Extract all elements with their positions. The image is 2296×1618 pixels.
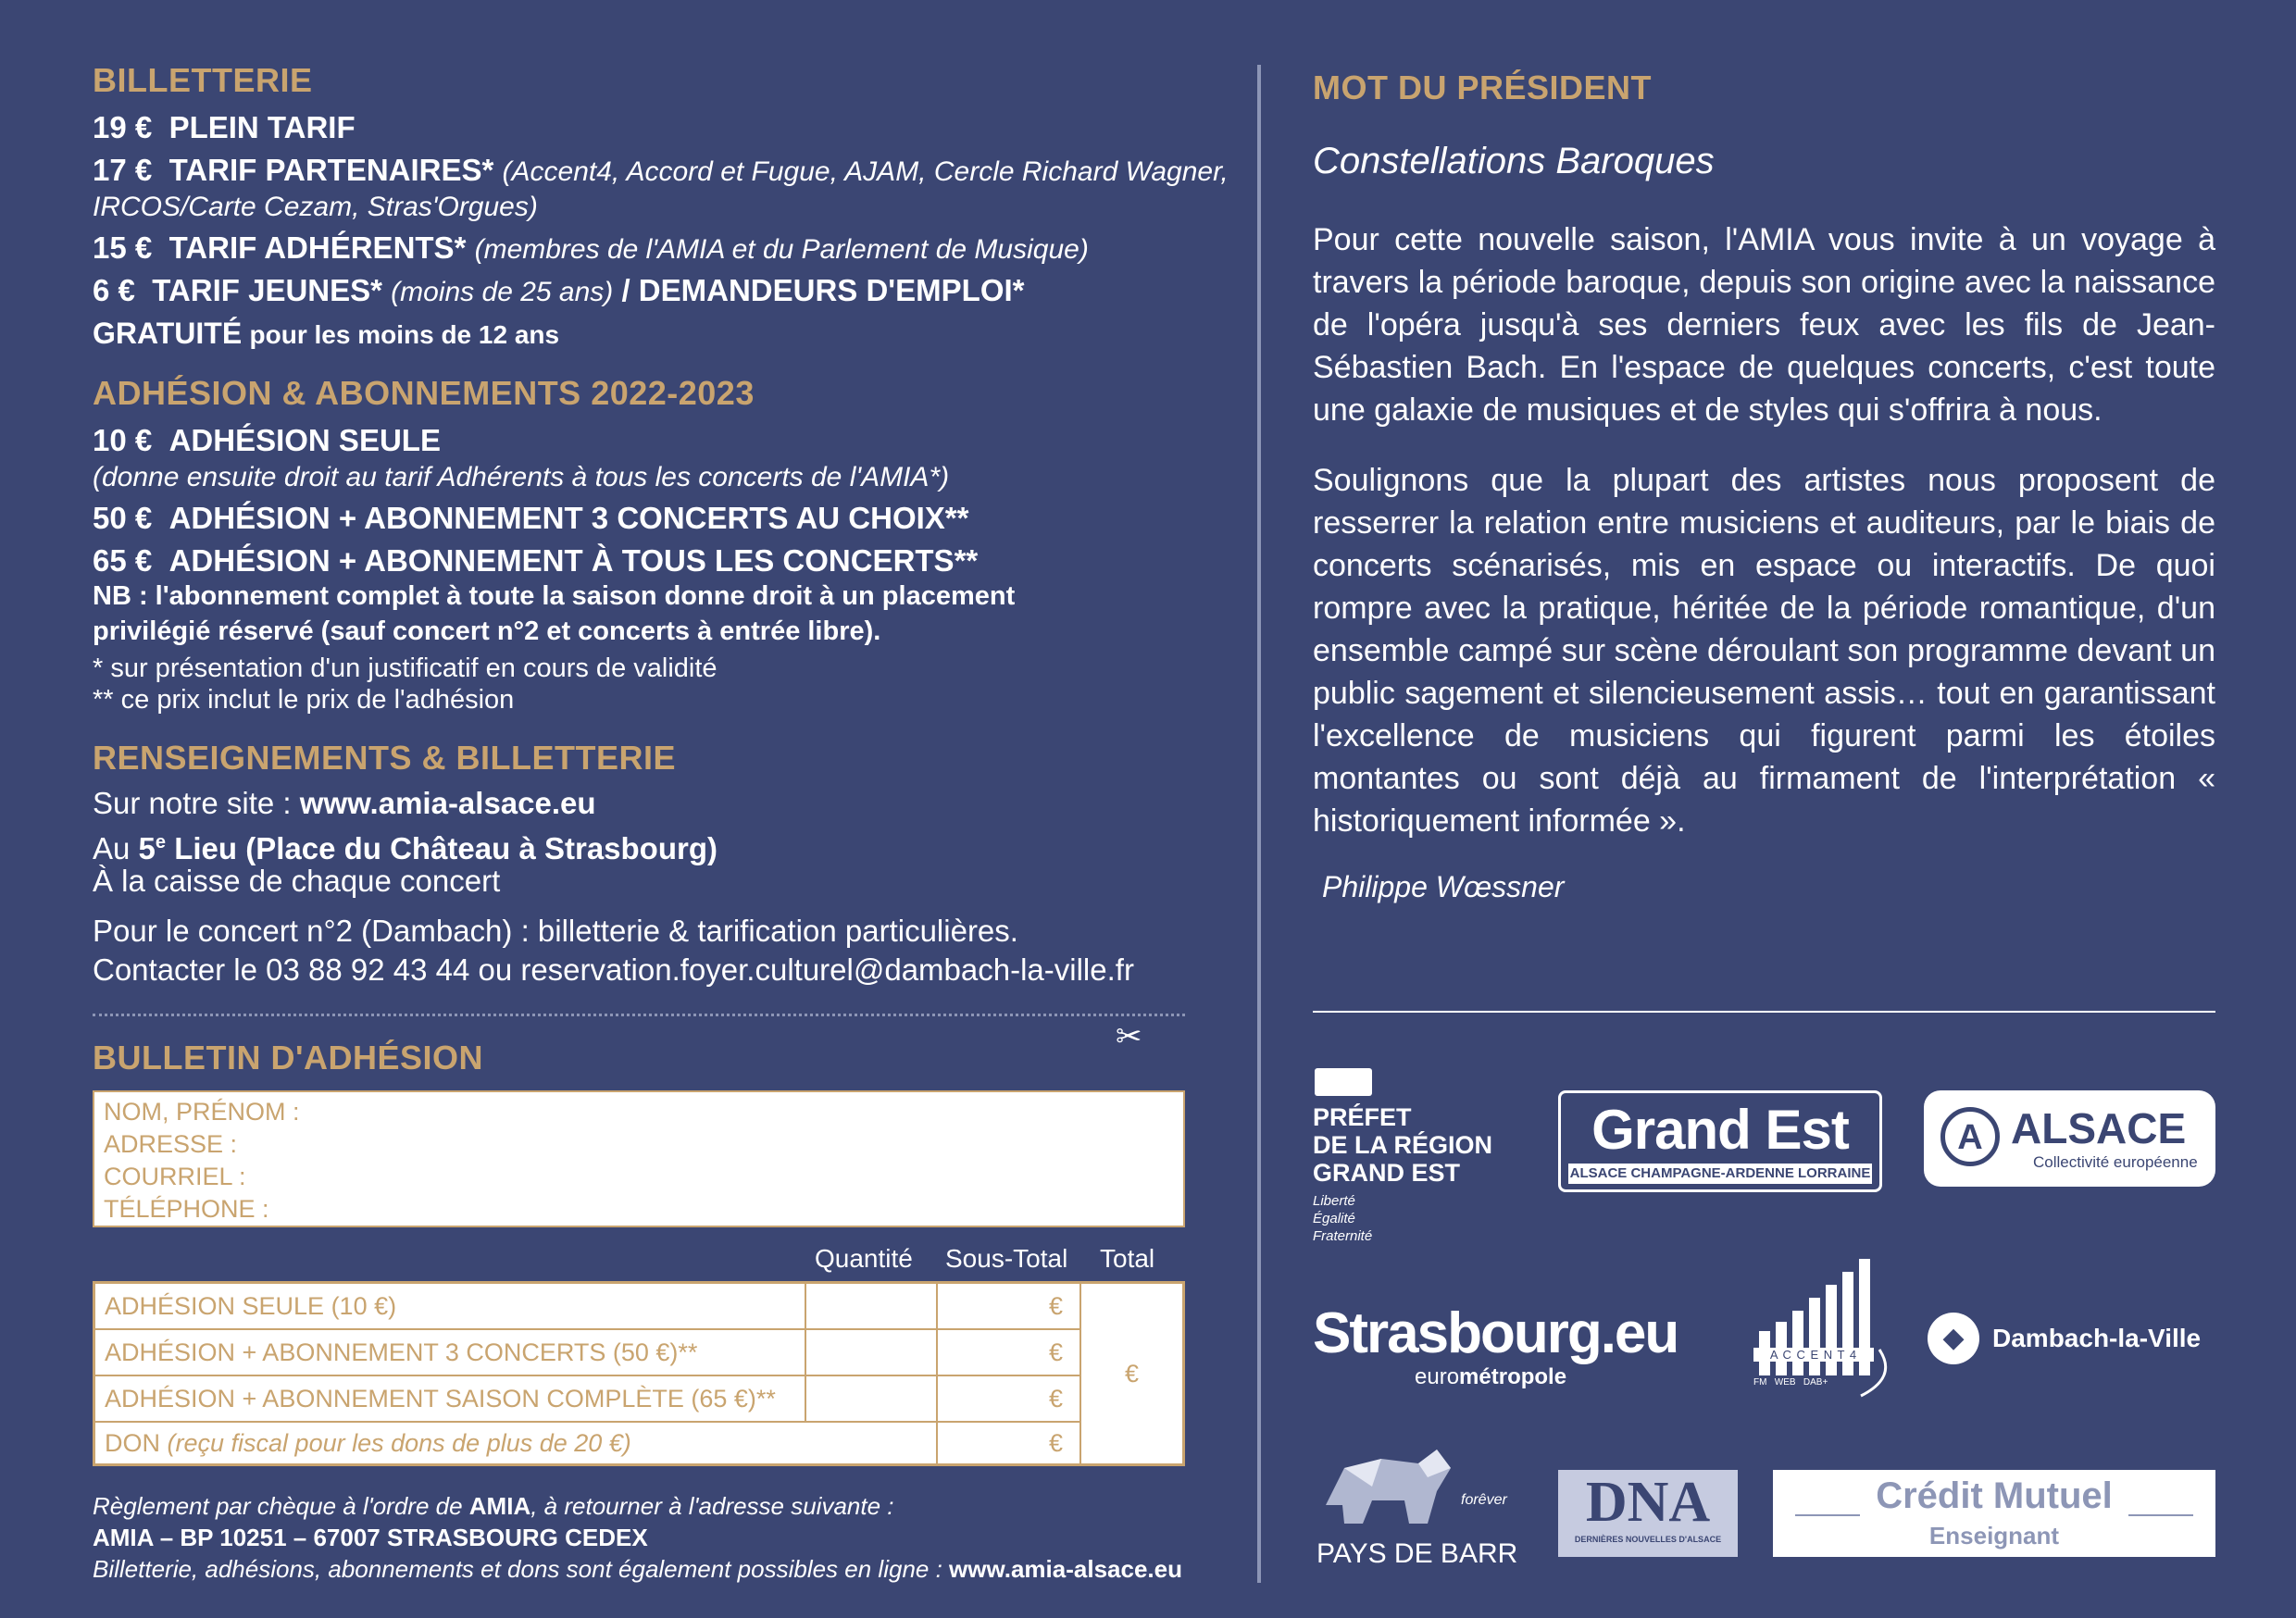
qty-cell[interactable] [805,1329,937,1375]
subtotal-cell[interactable] [937,1329,1080,1375]
adhesion-line-2 [93,498,968,539]
grandest-name: Grand Est [1591,1099,1849,1161]
dna-name: DNA [1585,1471,1711,1534]
adhesion-note: (donne ensuite droit au tarif Adhérents à tous les concerts de l'AMIA*) [93,462,950,492]
field-courriel[interactable]: COURRIEL : [104,1163,246,1190]
paysdebarr-tag: forêver [1461,1492,1507,1508]
row-label: ADHÉSION + ABONNEMENT 3 CONCERTS (50 €)** [94,1329,805,1375]
scissors-icon: ✂ [1116,1019,1142,1054]
site-line [93,783,596,824]
billetterie-title: BILLETTERIE [93,61,313,99]
price-label: TARIF PARTENAIRES* [168,153,494,187]
price-label: TARIF ADHÉRENTS* [168,230,467,265]
header-sous-total: Sous-Total [945,1244,1068,1273]
gratuite-rest: pour les moins de 12 ans [249,320,560,349]
reglement-text-2: , à retourner à l'adresse suivante : [530,1492,894,1520]
nb-line-1: NB : l'abonnement complet à toute la saison donne droit à un placement [93,581,1016,611]
price-line-jeunes [93,270,1025,313]
price-note: (Accent4, Accord et Fugue, AJAM, Cercle Richard Wagner, [502,156,1229,187]
strasbourg-name: Strasbourg.eu [1313,1301,1678,1365]
online-link[interactable]: www.amia-alsace.eu [949,1555,1182,1583]
euro-part: euro [1415,1364,1460,1389]
cm-sub: Enseignant [1928,1522,2060,1550]
prefet-logo [1313,1068,1535,1244]
metropole-part: métropole [1459,1364,1567,1389]
grandest-sub: ALSACE CHAMPAGNE-ARDENNE LORRAINE [1568,1164,1872,1184]
signature: Philippe Wœssner [1322,870,1565,903]
prefet-line-3: GRAND EST [1313,1159,1461,1187]
cm-name: Crédit Mutuel [1876,1475,2113,1516]
price-extra: / DEMANDEURS D'EMPLOI* [621,273,1025,307]
dna-sub: DERNIÈRES NOUVELLES D'ALSACE [1574,1535,1722,1544]
price-line-plein [93,107,356,148]
alsace-logo [1924,1090,2215,1187]
header-quantite: Quantité [815,1244,913,1273]
subtotal-cell[interactable] [937,1283,1080,1329]
logos-divider [1313,1011,2215,1013]
paysdebarr-logo [1313,1440,1526,1575]
partenaires-continuation: IRCOS/Carte Cezam, Stras'Orgues) [93,192,538,222]
motto-2: Égalité [1313,1211,1355,1226]
bulletin-title: BULLETIN D'ADHÉSION [93,1039,484,1077]
field-nom[interactable]: NOM, PRÉNOM : [104,1098,300,1126]
marianne-icon [1315,1068,1372,1096]
price-label: PLEIN TARIF [168,110,356,144]
price: 17 € [93,153,153,187]
price-note: (membres de l'AMIA et du Parlement de Musique) [474,234,1089,265]
accent4-sub: FM WEB DAB+ [1753,1377,1828,1388]
footnote-2: ** ce prix inclut le prix de l'adhésion [93,685,515,715]
caisse-line: À la caisse de chaque concert [93,864,501,898]
reglement-line-1 [93,1492,894,1521]
footnote-1: * sur présentation d'un justificatif en cours de validité [93,653,718,683]
strasbourg-sub [1415,1364,1566,1390]
header-total: Total [1100,1244,1155,1273]
qty-cell[interactable] [805,1283,937,1329]
dambach-line-1: Pour le concert n°2 (Dambach) : billetterie & tarification particulières. [93,914,1018,948]
row-label: ADHÉSION SEULE (10 €) [94,1283,805,1329]
online-text: Billetterie, adhésions, abonnements et dons sont également possibles en ligne : [93,1555,942,1583]
gratuite-label: GRATUITÉ [93,317,243,350]
site-label: Sur notre site : [93,786,292,820]
adhesion-line-3 [93,541,978,581]
gratuite-line [93,313,559,355]
cut-line [93,1014,1185,1016]
motto-3: Fraternité [1313,1228,1373,1244]
field-adresse[interactable]: ADRESSE : [104,1130,238,1158]
adhesion-title: ADHÉSION & ABONNEMENTS 2022-2023 [93,374,755,412]
subtotal-cell[interactable] [937,1422,1080,1464]
renseignements-title: RENSEIGNEMENTS & BILLETTERIE [93,739,677,777]
lieu-sup: e [155,832,167,853]
price-label: TARIF JEUNES* [152,273,382,307]
don-label: DON [105,1428,160,1457]
accent4-letters: A C C E N T 4 [1753,1348,1874,1362]
total-cell[interactable] [1080,1283,1183,1464]
strasbourg-logo [1313,1303,1702,1387]
alsace-sub: Collectivité européenne [2033,1153,2198,1171]
paysdebarr-name: PAYS DE BARR [1316,1538,1518,1569]
price-line-adherents [93,228,1089,270]
grandest-logo [1558,1090,1882,1192]
price: 50 € [93,501,153,535]
order-table [93,1281,1185,1466]
price: 65 € [93,543,153,578]
dna-logo [1558,1470,1738,1557]
don-note: (reçu fiscal pour les dons de plus de 20 €) [167,1428,631,1457]
president-paragraph-1: Pour cette nouvelle saison, l'AMIA vous invite à un voyage à travers la période baroque, depuis son origine avec la naissance de l'opéra jusqu'à ses derniers feux avec les fils de Jean-Sébastien Bach. En l'espace de quelques concerts, c'est toute une galaxie de musiques et de styles qui s'offrira à nous. [1313,222,2215,428]
dambach-line-2: Contacter le 03 88 92 43 44 ou reservation.foyer.culturel@dambach-la-ville.fr [93,952,1134,987]
postal-address: AMIA – BP 10251 – 67007 STRASBOURG CEDEX [93,1524,648,1551]
reglement-line-3 [93,1555,1182,1584]
dambach-name: Dambach-la-Ville [1992,1324,2202,1352]
prefet-line-2: DE LA RÉGION [1313,1131,1493,1159]
row-label-don [94,1422,937,1464]
euro: € [1048,1384,1063,1413]
president-title: MOT DU PRÉSIDENT [1313,68,1653,106]
price: 15 € [93,230,153,265]
euro: € [1048,1291,1063,1320]
prefet-line-1: PRÉFET [1313,1103,1412,1131]
column-divider [1257,65,1261,1583]
reglement-text: Règlement par chèque à l'ordre de [93,1492,463,1520]
field-telephone[interactable]: TÉLÉPHONE : [104,1195,269,1223]
price: 10 € [93,423,153,457]
lieu-prefix: Au [93,831,131,865]
nb-line-2: privilégié réservé (sauf concert n°2 et concerts à entrée libre). [93,616,881,646]
qty-cell[interactable] [805,1375,937,1422]
site-link[interactable]: www.amia-alsace.eu [299,786,596,820]
euro: € [1124,1359,1140,1388]
adhesion-line-1 [93,420,441,461]
lieu-number: 5 [138,831,156,865]
price-note: (moins de 25 ans) [391,277,614,307]
price: 19 € [93,110,153,144]
row-label: ADHÉSION + ABONNEMENT SAISON COMPLÈTE (65 €)** [94,1375,805,1422]
euro: € [1048,1428,1063,1457]
reglement-amia: AMIA [468,1492,531,1520]
euro: € [1048,1338,1063,1366]
dambach-logo [1928,1313,2215,1368]
bear-polygon-icon [1316,1440,1455,1533]
alsace-a-icon: A [1940,1107,2000,1166]
alsace-name: ALSACE [2011,1104,2187,1152]
member-form[interactable] [93,1090,1185,1227]
subtotal-cell[interactable] [937,1375,1080,1422]
motto-1: Liberté [1313,1193,1355,1209]
price: 6 € [93,273,135,307]
president-subtitle: Constellations Baroques [1313,141,1715,181]
creditmutuel-logo [1773,1470,2215,1557]
president-paragraph-2: Soulignons que la plupart des artistes nous proposent de resserrer la relation entre musiciens et auditeurs, par le biais de concerts scénarisés, mis en espace ou interactifs. De quoi rompre avec la pratique, héritée de la période romantique, d'un ensemble campé sur scène déroulant son programme devant un public sagement et silencieusement assis… tout en garantissant l'excellence de musiciens qui figurent parmi les étoiles montantes ou sont déjà au firmament de l'interprétation « historiquement informée ». [1313,463,2215,839]
bear-icon: ◆ [1928,1313,1979,1364]
price-label: ADHÉSION + ABONNEMENT À TOUS LES CONCERTS** [168,543,979,578]
price-label: ADHÉSION + ABONNEMENT 3 CONCERTS AU CHOIX** [168,501,969,535]
accent4-logo [1750,1257,1903,1405]
lieu-name: Lieu (Place du Château à Strasbourg) [174,831,718,865]
price-label: ADHÉSION SEULE [168,423,441,457]
